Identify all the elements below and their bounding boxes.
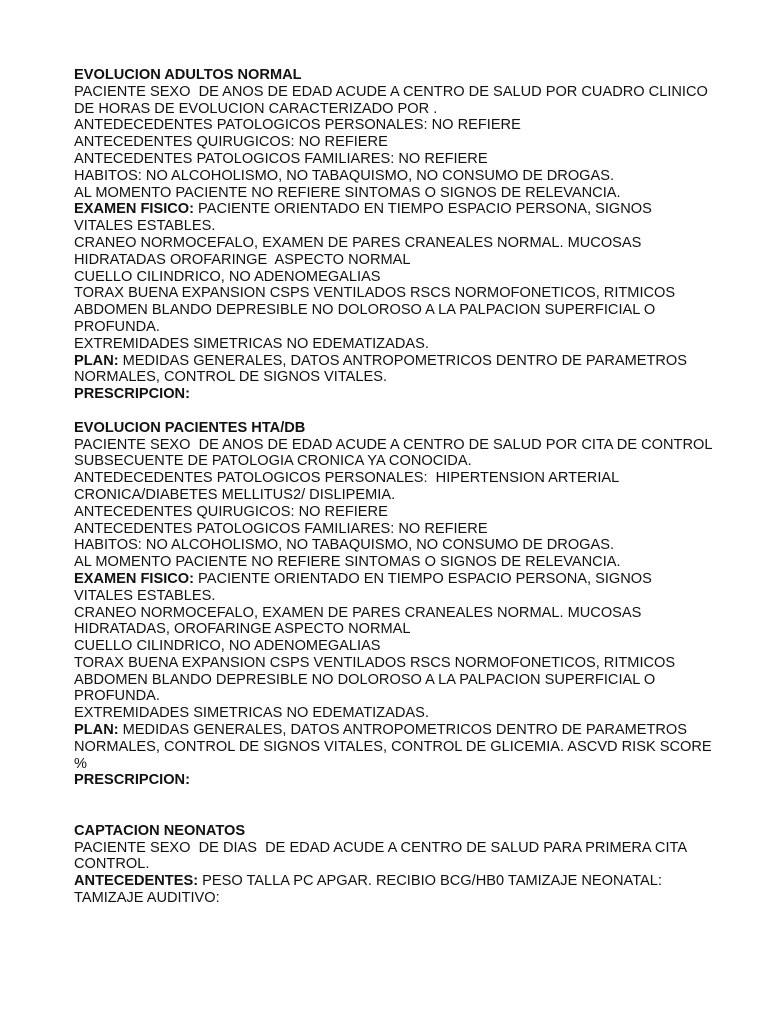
section-evolucion-pacientes-hta-db [74,420,714,790]
text-line: ANTEDECEDENTES PATOLOGICOS PERSONALES: HIPERTENSION ARTERIAL CRONICA/DIABETES MELLITUS2/ DISLIPEMIA. [74,470,623,503]
text-line: HABITOS: NO ALCOHOLISMO, NO TABAQUISMO, NO CONSUMO DE DROGAS. [74,167,615,184]
text-line: ANTEDECEDENTES PATOLOGICOS PERSONALES: NO REFIERE [74,117,521,134]
field-text: PACIENTE ORIENTADO EN TIEMPO ESPACIO PERSONA, SIGNOS VITALES ESTABLES. [74,201,656,235]
text-line: AL MOMENTO PACIENTE NO REFIERE SINTOMAS O SIGNOS DE RELEVANCIA. [74,554,621,571]
text-line: PACIENTE SEXO DE ANOS DE EDAD ACUDE A CENTRO DE SALUD POR CUADRO CLINICO DE HORAS DE EVOLUCION CARACTERIZADO POR . [74,83,712,117]
text-line: ANTECEDENTES PATOLOGICOS FAMILIARES: NO REFIERE [74,150,488,167]
text-line: CRANEO NORMOCEFALO, EXAMEN DE PARES CRANEALES NORMAL. MUCOSAS HIDRATADAS OROFARINGE ASPECTO NORMAL [74,234,646,268]
text-line: EXTREMIDADES SIMETRICAS NO EDEMATIZADAS. [74,705,429,722]
text-line: CUELLO CILINDRICO, NO ADENOMEGALIAS [74,268,381,285]
text-line: CRANEO NORMOCEFALO, EXAMEN DE PARES CRANEALES NORMAL. MUCOSAS HIDRATADAS, OROFARINGE ASPECTO NORMAL [74,604,646,638]
text-line: PACIENTE SEXO DE DIAS DE EDAD ACUDE A CENTRO DE SALUD PARA PRIMERA CITA CONTROL. [74,839,691,873]
field-label: PRESCRIPCION: [74,386,190,403]
text-line: EXTREMIDADES SIMETRICAS NO EDEMATIZADAS. [74,335,429,352]
section-title: EVOLUCION PACIENTES HTA/DB [74,419,306,436]
text-line [74,386,714,403]
text-line: CUELLO CILINDRICO, NO ADENOMEGALIAS [74,638,381,655]
text-line: HABITOS: NO ALCOHOLISMO, NO TABAQUISMO, NO CONSUMO DE DROGAS. [74,537,615,554]
text-line: ANTECEDENTES QUIRUGICOS: NO REFIERE [74,503,388,520]
field-text: MEDIDAS GENERALES, DATOS ANTROPOMETRICOS DENTRO DE PARAMETROS NORMALES, CONTROL DE SIGNOS VITALES. [74,352,692,386]
text-line: TORAX BUENA EXPANSION CSPS VENTILADOS RSCS NORMOFONETICOS, RITMICOS [74,654,676,671]
field-text: PESO TALLA PC APGAR. RECIBIO BCG/HB0 TAMIZAJE NEONATAL: TAMIZAJE AUDITIVO: [74,873,670,907]
document-page [74,67,714,907]
field-label: PLAN: [74,722,119,739]
section-title: EVOLUCION ADULTOS NORMAL [74,67,302,83]
text-line [74,772,714,789]
field-label: EXAMEN FISICO: [74,201,194,218]
field-text: MEDIDAS GENERALES, DATOS ANTROPOMETRICOS DENTRO DE PARAMETROS NORMALES, CONTROL DE SIGNOS VITALES, CONTROL DE GLICEMIA. ASCVD RISK SCORE % [74,722,716,772]
section-spacer [74,789,714,823]
text-line [74,571,714,605]
section-evolucion-adultos-normal [74,67,714,403]
section-captacion-neonatos [74,823,714,907]
section-title: CAPTACION NEONATOS [74,822,246,839]
field-label: ANTECEDENTES: [74,873,199,890]
text-line: ANTECEDENTES QUIRUGICOS: NO REFIERE [74,134,388,151]
field-label: EXAMEN FISICO: [74,570,194,587]
text-line [74,353,714,387]
field-text: PACIENTE ORIENTADO EN TIEMPO ESPACIO PERSONA, SIGNOS VITALES ESTABLES. [74,570,656,604]
text-line [74,201,714,235]
text-line: ANTECEDENTES PATOLOGICOS FAMILIARES: NO REFIERE [74,520,488,537]
field-label: PRESCRIPCION: [74,772,190,789]
text-line: ABDOMEN BLANDO DEPRESIBLE NO DOLOROSO A LA PALPACION SUPERFICIAL O PROFUNDA. [74,671,660,705]
text-line [74,873,714,907]
text-line: PACIENTE SEXO DE ANOS DE EDAD ACUDE A CENTRO DE SALUD POR CITA DE CONTROL SUBSECUENTE DE PATOLOGIA CRONICA YA CONOCIDA. [74,436,716,470]
text-line: TORAX BUENA EXPANSION CSPS VENTILADOS RSCS NORMOFONETICOS, RITMICOS [74,285,676,302]
field-label: PLAN: [74,352,119,369]
text-line: AL MOMENTO PACIENTE NO REFIERE SINTOMAS O SIGNOS DE RELEVANCIA. [74,184,621,201]
text-line: ABDOMEN BLANDO DEPRESIBLE NO DOLOROSO A LA PALPACION SUPERFICIAL O PROFUNDA. [74,302,660,335]
section-spacer [74,403,714,420]
text-line [74,722,714,772]
